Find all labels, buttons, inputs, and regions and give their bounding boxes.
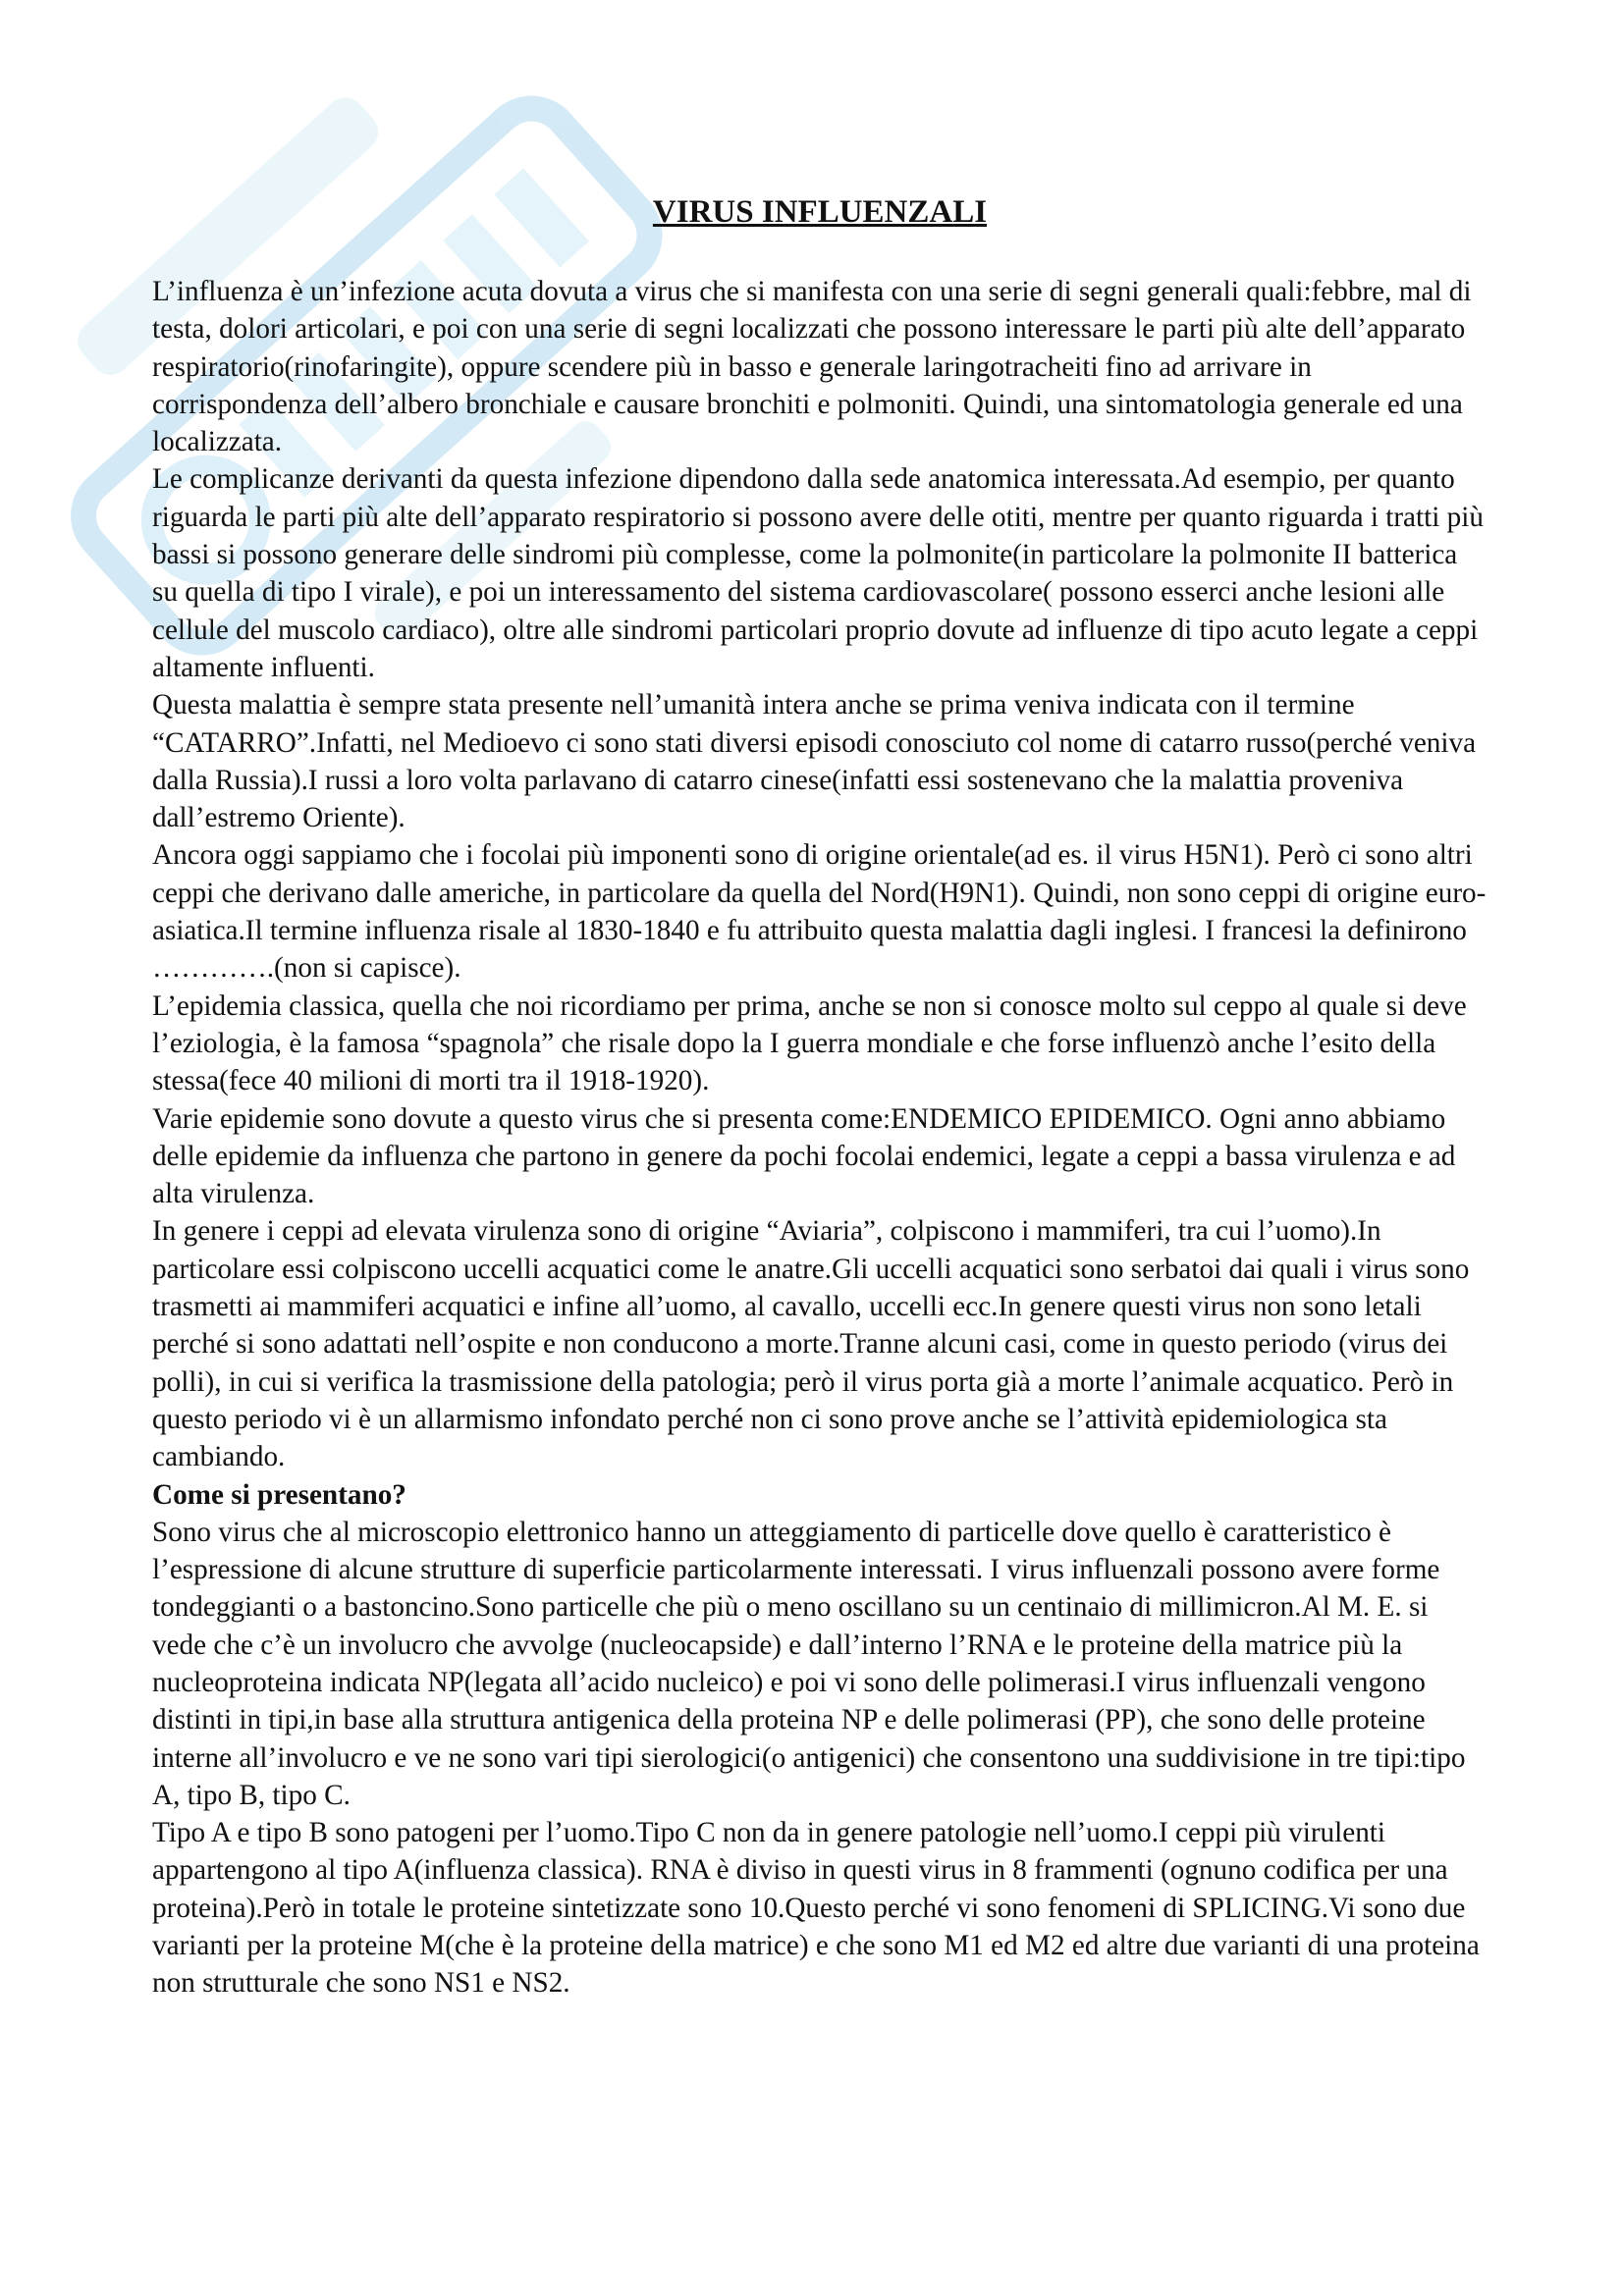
paragraph-symptoms: L’influenza è un’infezione acuta dovuta a virus che si manifesta con una serie di segni generali quali:febbre, mal di testa, dolori articolari, e poi con una serie di segni localizzati che possono interessare le parti più alte dell’apparato respiratorio(rinofaringite), oppure scendere più in basso e generale laringotracheiti fino ad arrivare in corrispondenza dell’albero bronchiale e causare bronchiti e polmoniti. Quindi, una sintomatologia generale ed una localizzata.: [152, 276, 1472, 458]
document-page: [152, 192, 1488, 2002]
paragraph-spanish-flu: L’epidemia classica, quella che noi ricordiamo per prima, anche se non si conosce molto sul ceppo al quale si deve l’eziologia, è la famosa “spagnola” che risale dopo la I guerra mondiale e che forse influenzò anche l’esito della stessa(fece 40 milioni di morti tra il 1918-1920).: [152, 989, 1467, 1097]
paragraph-types: Tipo A e tipo B sono patogeni per l’uomo.Tipo C non da in genere patologie nell’uomo.I ceppi più virulenti appartengono al tipo A(influenza classica). RNA è diviso in questi virus in 8 frammenti (ognuno codifica per una proteina).Però in totale le proteine sintetizzate sono 10.Questo perché vi sono fenomeni di SPLICING.Vi sono due varianti per la proteine M(che è la proteine della matrice) e che sono M1 ed M2 ed altre due varianti di una proteina non strutturale che sono NS1 e NS2.: [152, 1817, 1480, 2000]
paragraph-origins: Ancora oggi sappiamo che i focolai più imponenti sono di origine orientale(ad es. il virus H5N1). Però ci sono altri ceppi che derivano dalle americhe, in particolare da quella del Nord(H9N1). Quindi, non sono ceppi di origine euro-asiatica.Il termine influenza risale al 1830-1840 e fu attribuito questa malattia dagli inglesi. I francesi la definirono ………….(non si capisce).: [152, 839, 1487, 985]
paragraph-avian-strains: In genere i ceppi ad elevata virulenza sono di origine “Aviaria”, colpiscono i mammiferi, tra cui l’uomo).In particolare essi colpiscono uccelli acquatici come le anatre.Gli uccelli acquatici sono serbatoi dai quali i virus sono trasmetti ai mammiferi acquatici e infine all’uomo, al cavallo, uccelli ecc.In genere questi virus non sono letali perché si sono adattati nell’ospite e non conducono a morte.Tranne alcuni casi, come in questo periodo (virus dei polli), in cui si verifica la trasmissione della patologia; però il virus porta già a morte l’animale acquatico. Però in questo periodo vi è un allarmismo infondato perché non ci sono prove anche se l’attività epidemiologica sta cambiando.: [152, 1215, 1470, 1473]
paragraph-epidemics: Varie epidemie sono dovute a questo virus che si presenta come:ENDEMICO EPIDEMICO. Ogni anno abbiamo delle epidemie da influenza che partono in genere da pochi focolai endemici, legate a ceppi a bassa virulenza e ad alta virulenza.: [152, 1102, 1456, 1210]
paragraph-complications: Le complicanze derivanti da questa infezione dipendono dalla sede anatomica interessata.Ad esempio, per quanto riguarda le parti più alte dell’apparato respiratorio si possono avere delle otiti, mentre per quanto riguarda i tratti più bassi si possono generare delle sindromi più complesse, come la polmonite(in particolare la polmonite II batterica su quella di tipo I virale), e poi un interessamento del sistema cardiovascolare( possono esserci anche lesioni alle cellule del muscolo cardiaco), oltre alle sindromi particolari proprio dovute ad influenze di tipo acuto legate a ceppi altamente influenti.: [152, 463, 1484, 683]
section-heading: Come si presentano?: [152, 1478, 406, 1511]
paragraph-history: Questa malattia è sempre stata presente nell’umanità intera anche se prima veniva indicata con il termine “CATARRO”.Infatti, nel Medioevo ci sono stati diversi episodi conosciuto col nome di catarro russo(perché veniva dalla Russia).I russi a loro volta parlavano di catarro cinese(infatti essi sostenevano che la malattia proveniva dall’estremo Oriente).: [152, 689, 1477, 834]
document-title: VIRUS INFLUENZALI: [652, 194, 988, 230]
paragraph-structure: Sono virus che al microscopio elettronico hanno un atteggiamento di particelle dove quello è caratteristico è l’espressione di alcune strutture di superficie particolarmente interessati. I virus influenzali possono avere forme tondeggianti o a bastoncino.Sono particelle che più o meno oscillano su un centinaio di millimicron.Al M. E. si vede che c’è un involucro che avvolge (nucleocapside) e dall’interno l’RNA e le proteine della matrice più la nucleoproteina indicata NP(legata all’acido nucleico) e poi vi sono delle polimerasi.I virus influenzali vengono distinti in tipi,in base alla struttura antigenica della proteina NP e delle polimerasi (PP), che sono delle proteine interne all’involucro e ve ne sono vari tipi sierologici(o antigenici) che consentono una suddivisione in tre tipi:tipo A, tipo B, tipo C.: [152, 1516, 1466, 1811]
